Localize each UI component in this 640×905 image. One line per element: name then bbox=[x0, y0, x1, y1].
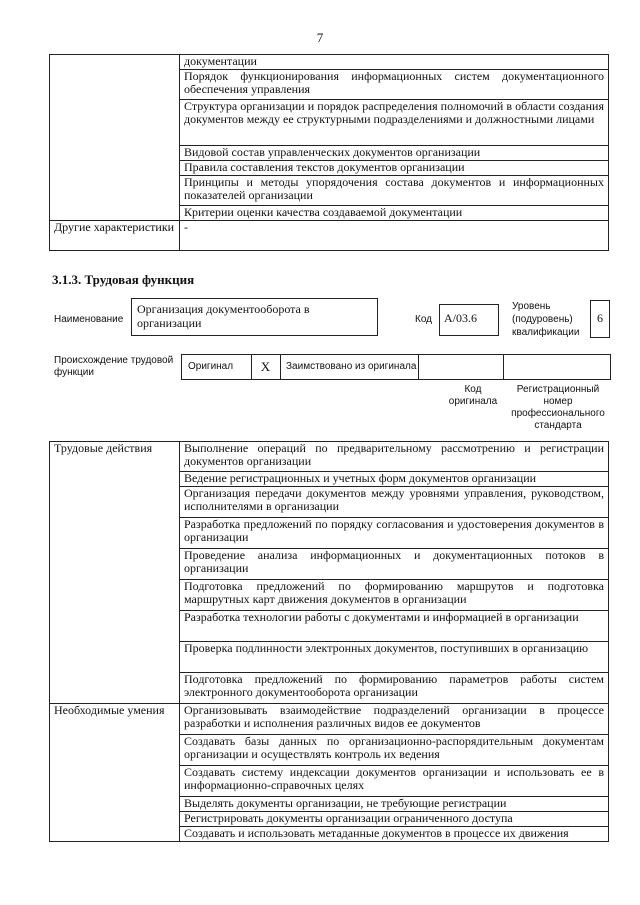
original-code-caption: Код оригинала bbox=[448, 384, 498, 407]
table1-row: Структура организации и порядок распределения полномочий в области создания документов между ее структурными подразделениями и должностными лицами bbox=[180, 100, 609, 146]
table-row: Создавать базы данных по организационно-распорядительным документам организации и осуществлять контроль их ведения bbox=[180, 735, 609, 766]
table1-left-cell bbox=[50, 55, 180, 221]
origin-label: Происхождение трудовой функции bbox=[54, 355, 174, 378]
original-label: Оригинал bbox=[188, 361, 234, 372]
code-label: Код bbox=[415, 314, 433, 325]
table-row: Проверка подлинности электронных документов, поступивших в организацию bbox=[180, 642, 609, 673]
table1-other-value: - bbox=[180, 221, 609, 251]
table-row: Выполнение операций по предварительному рассмотрению и регистрации документов организации bbox=[180, 442, 609, 472]
table-row: Регистрировать документы организации ограниченного доступа bbox=[180, 812, 609, 827]
table-row: Разработка технологии работы с документами и информацией в организации bbox=[180, 611, 609, 642]
table1-other-label: Другие характеристики bbox=[50, 221, 180, 251]
table1-row: документации bbox=[180, 55, 609, 70]
original-mark: X bbox=[260, 359, 271, 374]
name-label: Наименование bbox=[54, 314, 124, 325]
origin-divider bbox=[280, 354, 281, 380]
table-row: Проведение анализа информационных и документационных потоков в организации bbox=[180, 549, 609, 580]
section-title: 3.1.3. Трудовая функция bbox=[52, 272, 195, 287]
borrowed-label: Заимствовано из оригинала bbox=[286, 361, 417, 372]
table-row: Организовывать взаимодействие подразделений организации в процессе разработки и исполнения различных видов ее документов bbox=[180, 704, 609, 735]
table-row: Ведение регистрационных и учетных форм документов организации bbox=[180, 472, 609, 487]
origin-divider bbox=[503, 354, 504, 380]
table-row: Создавать и использовать метаданные документов в процессе их движения bbox=[180, 827, 609, 842]
code-box: А/03.6 bbox=[439, 304, 499, 336]
level-label: Уровень (подуровень) квалификации bbox=[512, 301, 580, 338]
table-row: Разработка предложений по порядку согласования и удостоверения документов в организации bbox=[180, 518, 609, 549]
table1-row: Принципы и методы упорядочения состава документов и информационных показателей организации bbox=[180, 176, 609, 206]
table-row: Подготовка предложений по формированию параметров работы систем электронного документооборота организации bbox=[180, 673, 609, 704]
table1-row: Критерии оценки качества создаваемой документации bbox=[180, 206, 609, 221]
table1-row: Порядок функционирования информационных систем документационного обеспечения управления bbox=[180, 70, 609, 100]
knowledge-table bbox=[49, 54, 609, 251]
function-name-box: Организация документооборота в организации bbox=[131, 298, 378, 336]
labor-actions-label: Трудовые действия bbox=[50, 442, 180, 704]
table-row: Подготовка предложений по формированию маршрутов и подготовка маршрутных карт движения документов в организации bbox=[180, 580, 609, 611]
registration-caption: Регистрационный номер профессионального стандарта bbox=[511, 384, 605, 431]
page-number: 7 bbox=[316, 30, 324, 45]
table1-row: Видовой состав управленческих документов организации bbox=[180, 146, 609, 161]
table-row: Создавать систему индексации документов организации и использовать ее в информационно-справочных целях bbox=[180, 766, 609, 797]
table1-row: Правила составления текстов документов организации bbox=[180, 161, 609, 176]
required-skills-label: Необходимые умения bbox=[50, 704, 180, 842]
table-row: Выделять документы организации, не требующие регистрации bbox=[180, 797, 609, 812]
function-table bbox=[49, 441, 609, 842]
origin-divider bbox=[418, 354, 419, 380]
table-row: Организация передачи документов между уровнями управления, руководством, исполнителями в организации bbox=[180, 487, 609, 518]
level-box: 6 bbox=[590, 300, 610, 338]
